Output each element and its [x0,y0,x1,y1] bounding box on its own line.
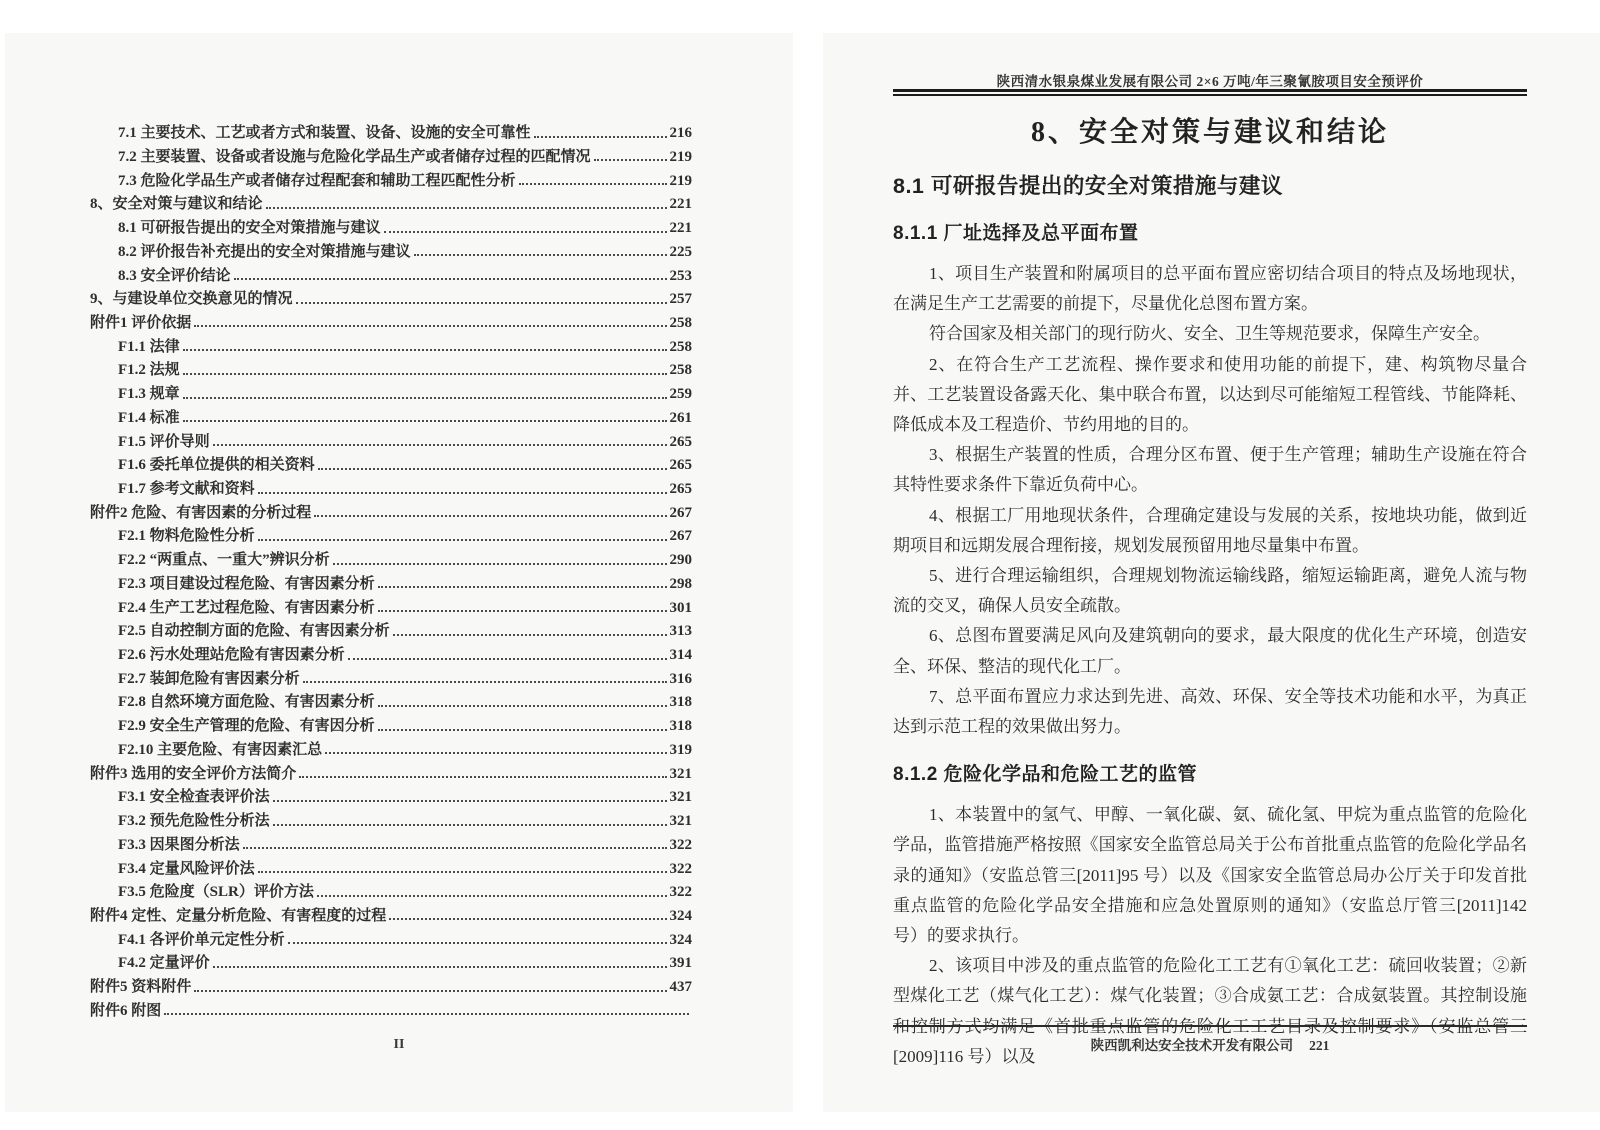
toc-entry [5,855,793,879]
toc-entry-page: 265 [669,481,692,497]
toc-page-number: II [393,1037,405,1052]
toc-entry-label: F2.9 安全生产管理的危险、有害因分析 [118,718,375,735]
toc-dot-leader [164,1013,689,1015]
toc-entry-page: 321 [669,813,692,830]
toc-entry-page: 437 [669,979,692,996]
toc-entry [5,926,793,950]
body-paragraph: 1、本装置中的氢气、甲醇、一氧化碳、氨、硫化氢、甲烷为重点监管的危险化学品，监管措施严格按照《国家安全监管总局关于公布首批重点监管的危险化学品名录的通知》（安监总管三[2011]95 号）以及《国家安全监管总局办公厅关于印发首批重点监管的危险化学品安全措施和应急处置原则的通知》（安监总厅管三[2011]142 号）的要求执行。 [893,805,1527,946]
toc-entry-page: 301 [669,599,692,616]
toc-entry-page: 318 [669,718,692,735]
toc-entry [5,428,793,452]
toc-entry-label: 附件4 定性、定量分析危险、有害程度的过程 [90,907,387,924]
toc-dot-leader [183,397,667,399]
section-heading: 8.1.2 危险化学品和危险工艺的监管 [893,764,1198,786]
header-rule [893,89,1527,96]
toc-entry-page: 324 [669,907,692,924]
toc-entry [5,333,793,357]
toc-entry [5,310,793,334]
toc-entry-label: F3.2 预先危险性分析法 [118,813,270,830]
toc-entry-page: 319 [669,741,692,758]
content-body [893,171,1527,1072]
toc-entry-label: 附件6 附图 [90,1002,162,1019]
toc-entry-label: 7.2 主要装置、设备或者设施与危险化学品生产或者储存过程的匹配情况 [118,148,591,165]
toc-entry-page: 216 [669,125,692,142]
toc-dot-leader [378,610,667,612]
toc-entry-page: 391 [669,955,692,972]
toc-entry-label: 8.1 可研报告提出的安全对策措施与建议 [118,220,381,237]
toc-entry [5,808,793,832]
toc-entry [5,713,793,737]
body-paragraph: 2、该项目中涉及的重点监管的危险化工工艺有①氧化工艺：硫回收装置；②新型煤化工艺（煤气化工艺）：煤气化装置；③合成氨工艺：合成氨装置。其控制设施和控制方式均满足《首批重点监管的危险化工工艺目录及控制要求》（安监总管三[2009]116 号）以及 [893,956,1527,1066]
toc-dot-leader [348,658,667,660]
toc-entry [5,120,793,144]
toc-dot-leader [194,325,666,327]
toc-entry-label: F3.5 危险度（SLR）评价方法 [118,884,314,901]
toc-entry-page: 322 [669,860,692,877]
section-heading: 8.1 可研报告提出的安全对策措施与建议 [893,174,1283,198]
toc-dot-leader [333,563,667,565]
toc-entry-page: 290 [669,552,692,569]
toc-dot-leader [213,966,667,968]
toc-entry-page: 313 [669,623,692,640]
toc-entry [5,642,793,666]
toc-dot-leader [325,752,666,754]
toc-page [5,33,793,1112]
toc-entry-label: 附件3 选用的安全评价方法简介 [90,765,297,782]
toc-entry-page: 298 [669,575,692,592]
body-paragraph: 4、根据工厂用地现状条件，合理确定建设与发展的关系，按地块功能，做到近期项目和远期发展合理衔接，规划发展预留用地尽量集中布置。 [893,505,1527,555]
toc-entry-page: 267 [669,504,692,521]
toc-entry-label: F3.3 因果图分析法 [118,836,240,853]
running-header: 陕西清水银泉煤业发展有限公司 2×6 万吨/年三聚氰胺项目安全预评价 [996,74,1424,89]
toc-entry-label: 7.1 主要技术、工艺或者方式和装置、设备、设施的安全可靠性 [118,125,531,142]
toc-entry [5,357,793,381]
toc-entry-page: 261 [669,409,692,426]
toc-entry-label: F2.8 自然环境方面危险、有害因素分析 [118,694,375,711]
toc-dot-leader [213,444,667,446]
toc-entry-page: 314 [669,647,692,664]
toc-entry-label: F4.1 各评价单元定性分析 [118,931,285,948]
toc-entry [5,286,793,310]
toc-entry-label: F2.3 项目建设过程危险、有害因素分析 [118,575,375,592]
toc-dot-leader [378,729,667,731]
toc-entry-page: 265 [669,433,692,450]
toc-dot-leader [303,681,667,683]
toc-dot-leader [183,420,667,422]
toc-entry-page: 219 [669,172,692,189]
body-paragraph: 符合国家及相关部门的现行防火、安全、卫生等规范要求，保障生产安全。 [929,324,1490,344]
toc-entry [5,191,793,215]
toc-entry [5,547,793,571]
toc-entry-label: 附件5 资料附件 [90,979,192,996]
toc-dot-leader [594,159,667,161]
toc-entry-label: F1.3 规章 [118,386,180,403]
toc-dot-leader [243,847,667,849]
toc-entry-label: F1.4 标准 [118,409,180,426]
toc-entry [5,618,793,642]
body-paragraph: 3、根据生产装置的性质，合理分区布置、便于生产管理；辅助生产设施在符合其特性要求条件下靠近负荷中心。 [893,445,1527,495]
toc-entry-label: F4.2 定量评价 [118,955,210,972]
toc-entry-label: F2.10 主要危险、有害因素汇总 [118,741,323,758]
toc-entry [5,215,793,239]
toc-entry-page: 225 [669,243,692,260]
toc-entry [5,144,793,168]
footer-company: 陕西凯利达安全技术开发有限公司 [1090,1038,1294,1053]
toc-entry [5,666,793,690]
toc-entry-label: F1.2 法规 [118,362,180,379]
toc-entry [5,381,793,405]
toc-entry-page: 253 [669,267,692,284]
toc-entry-label: F2.7 装卸危险有害因素分析 [118,670,300,687]
toc-entry-label: F2.4 生产工艺过程危险、有害因素分析 [118,599,375,616]
toc-entry [5,998,793,1022]
toc-dot-leader [258,492,667,494]
toc-entry-label: F1.6 委托单位提供的相关资料 [118,457,315,474]
toc-entry [5,476,793,500]
toc-entry-page: 257 [669,291,692,308]
toc-entry-page: 321 [669,765,692,782]
toc-dot-leader [414,254,667,256]
toc-entry-label: F2.1 物料危险性分析 [118,528,255,545]
toc-dot-leader [389,918,666,920]
toc-dot-leader [234,278,667,280]
toc-entry-label: F2.6 污水处理站危险有害因素分析 [118,647,345,664]
toc-dot-leader [183,349,667,351]
toc-entry-label: F1.5 评价导则 [118,433,210,450]
toc-entry-page: 219 [669,148,692,165]
toc-entry [5,832,793,856]
toc-dot-leader [288,942,667,944]
toc-entry-label: 7.3 危险化学品生产或者储存过程配套和辅助工程匹配性分析 [118,172,516,189]
toc-entry [5,950,793,974]
toc-dot-leader [317,895,667,897]
toc-entry [5,239,793,263]
toc-entry-label: F2.5 自动控制方面的危险、有害因素分析 [118,623,390,640]
toc-entry-page: 259 [669,386,692,403]
toc-dot-leader [378,586,667,588]
toc-entry-page: 267 [669,528,692,545]
toc-entry-label: 8.2 评价报告补充提出的安全对策措施与建议 [118,243,411,260]
toc-dot-leader [266,207,667,209]
footer-page-number: 221 [1309,1038,1330,1053]
toc-entry [5,571,793,595]
toc-entry [5,405,793,429]
toc-entry-page: 221 [669,196,692,213]
toc-dot-leader [384,231,667,233]
toc-entry-label: 9、与建设单位交换意见的情况 [90,291,293,308]
toc-entry [5,974,793,998]
toc-dot-leader [258,539,667,541]
footer-text [893,1027,1527,1054]
chapter-title: 8、安全对策与建议和结论 [1030,117,1389,148]
toc-entry-page: 221 [669,220,692,237]
body-paragraph: 7、总平面布置应力求达到先进、高效、环保、安全等技术功能和水平，为真正达到示范工程的效果做出努力。 [893,686,1527,737]
toc-entry-label: F3.4 定量风险评价法 [118,860,255,877]
toc-dot-leader [273,800,667,802]
toc-entry [5,523,793,547]
toc-entry [5,784,793,808]
toc-entry-label: F3.1 安全检查表评价法 [118,789,270,806]
toc-entry-page: 321 [669,789,692,806]
toc-entry-label: F2.2 “两重点、一重大”辨识分析 [118,552,330,569]
toc-entry-label: 附件1 评价依据 [90,314,192,331]
toc-entry-page: 265 [669,457,692,474]
toc-dot-leader [273,824,667,826]
content-page [823,33,1600,1112]
body-paragraph: 5、进行合理运输组织，合理规划物流运输线路，缩短运输距离，避免人流与物流的交叉，确保人员安全疏散。 [893,566,1527,616]
toc-dot-leader [296,302,667,304]
toc-dot-leader [318,468,667,470]
toc-dot-leader [183,373,667,375]
body-paragraph: 2、在符合生产工艺流程、操作要求和使用功能的前提下，建、构筑物尽量合并、工艺装置设备露天化、集中联合布置，以达到尽可能缩短工程管线、节能降耗、降低成本及工程造价、节约用地的目的。 [893,354,1527,435]
toc-entry [5,262,793,286]
toc-entry [5,760,793,784]
toc-dot-leader [378,705,667,707]
page-footer [893,1025,1527,1054]
toc-entry-page: 258 [669,362,692,379]
body-paragraph: 1、项目生产装置和附属项目的总平面布置应密切结合项目的特点及场地现状，在满足生产工艺需要的前提下，尽量优化总图布置方案。 [893,264,1527,314]
toc-entry [5,594,793,618]
toc-entry-label: 附件2 危险、有害因素的分析过程 [90,504,312,521]
toc-entry-label: 8、安全对策与建议和结论 [90,196,263,213]
toc-entry [5,879,793,903]
section-heading: 8.1.1 厂址选择及总平面布置 [893,223,1139,244]
body-paragraph: 6、总图布置要满足风向及建筑朝向的要求，最大限度的优化生产环境，创造安全、环保、整洁的现代化工厂。 [893,626,1527,676]
toc-entry-page: 258 [669,338,692,355]
toc-dot-leader [194,990,666,992]
toc-entry [5,167,793,191]
toc-dot-leader [299,776,666,778]
toc-entry-label: 8.3 安全评价结论 [118,267,231,284]
toc-entry [5,903,793,927]
toc-entry-page: 324 [669,931,692,948]
toc-entry [5,737,793,761]
toc-dot-leader [258,871,667,873]
toc-dot-leader [314,515,666,517]
toc-entry-page: 316 [669,670,692,687]
toc-entry [5,452,793,476]
toc-entry-page: 322 [669,836,692,853]
toc-dot-leader [534,136,667,138]
toc-entry-label: F1.1 法律 [118,338,180,355]
table-of-contents [5,120,793,1021]
toc-dot-leader [519,183,667,185]
toc-dot-leader [393,634,667,636]
toc-entry-page: 258 [669,314,692,331]
toc-entry [5,689,793,713]
toc-entry-page: 322 [669,884,692,901]
toc-entry [5,500,793,524]
toc-entry-label: F1.7 参考文献和资料 [118,481,255,497]
toc-entry-page: 318 [669,694,692,711]
